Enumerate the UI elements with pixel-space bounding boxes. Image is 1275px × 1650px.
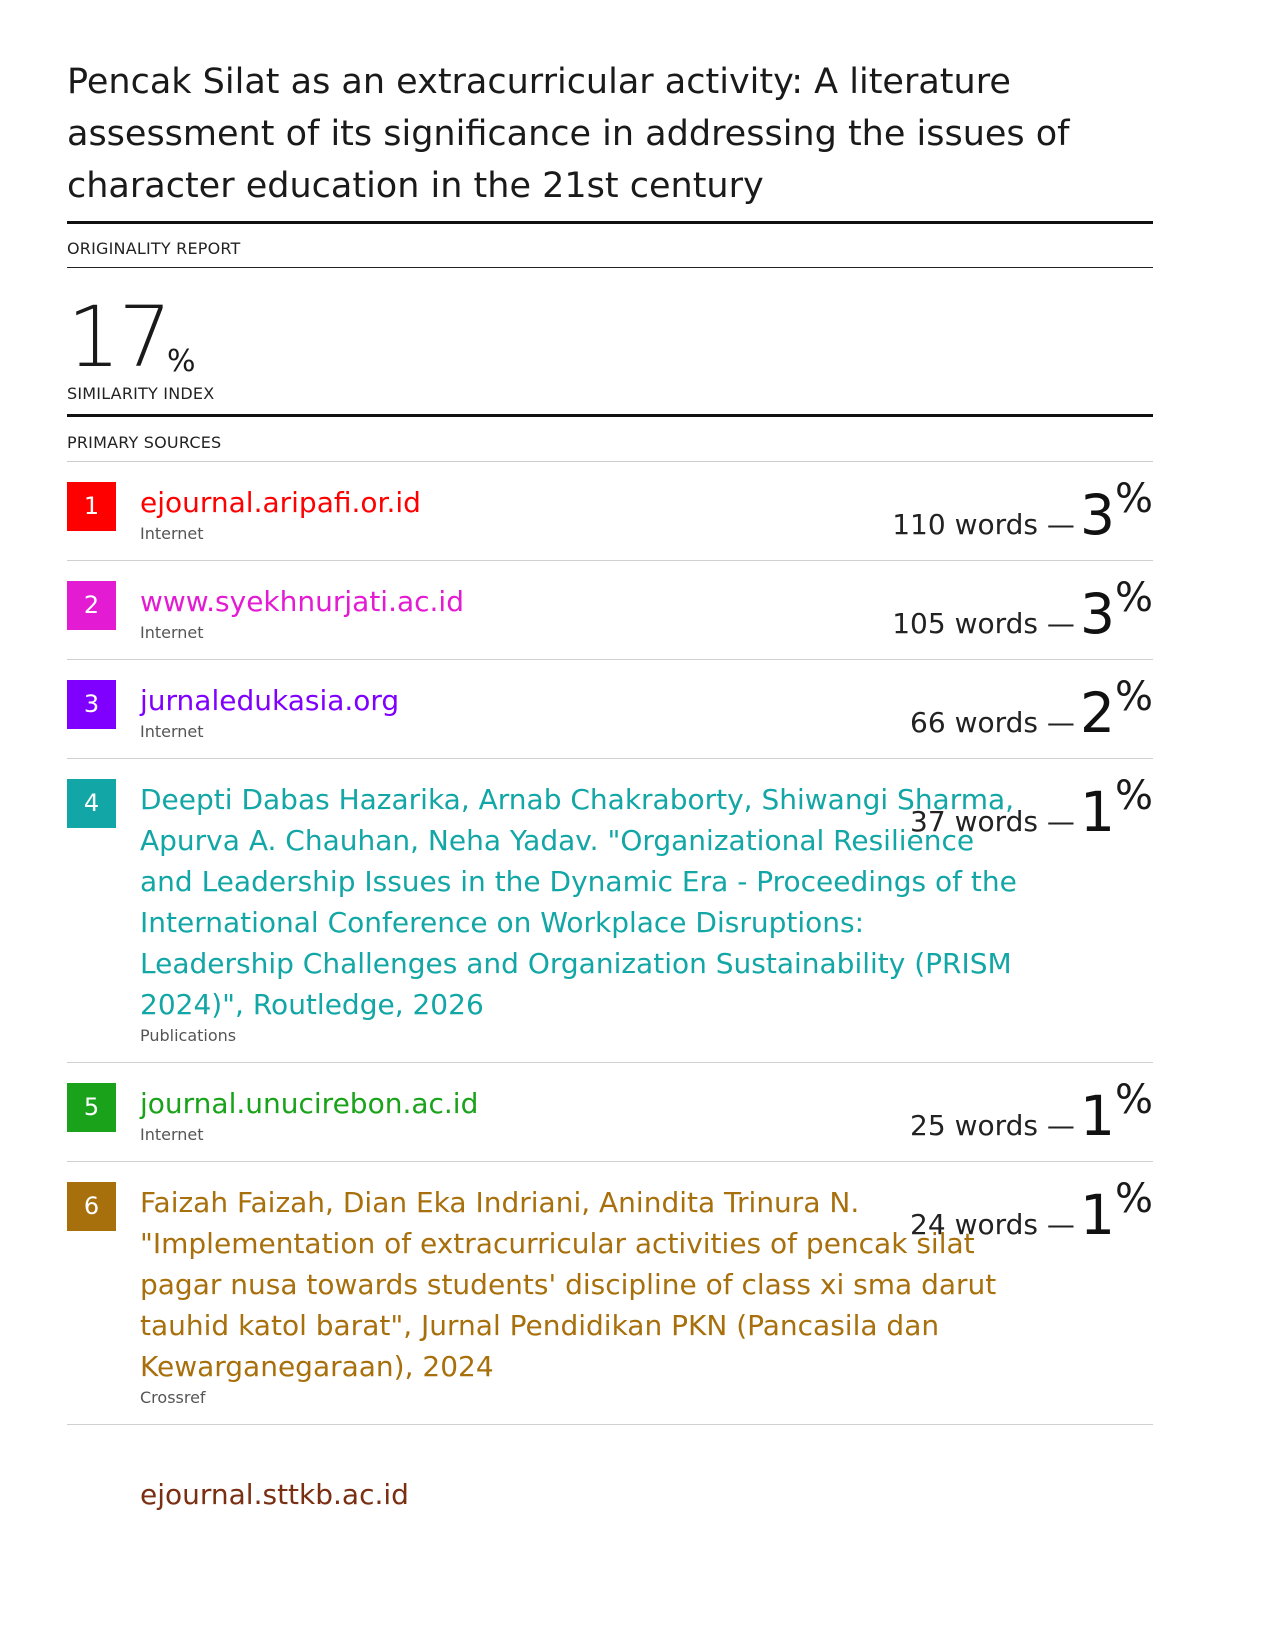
source-type: Internet	[140, 524, 204, 543]
similarity-value: 17	[67, 288, 170, 386]
originality-report	[67, 56, 1153, 1425]
source-word-count: 110 words —	[892, 508, 1075, 541]
source-type: Crossref	[140, 1388, 206, 1407]
source-rank-badge: 1	[67, 482, 116, 531]
source-match	[892, 476, 1153, 545]
sources-list	[67, 462, 1153, 1425]
source-title[interactable]: journal.unucirebon.ac.id	[140, 1087, 479, 1120]
source-type: Internet	[140, 623, 204, 642]
source-type: Internet	[140, 722, 204, 741]
source-title[interactable]: jurnaledukasia.org	[140, 684, 400, 717]
source-word-count: 24 words —	[910, 1208, 1075, 1241]
source-row	[67, 1063, 1153, 1162]
source-row	[67, 1162, 1153, 1425]
source-row	[67, 561, 1153, 660]
originality-report-label: ORIGINALITY REPORT	[67, 224, 1153, 268]
source-word-count: 37 words —	[910, 805, 1075, 838]
source-rank-badge: 6	[67, 1182, 116, 1231]
similarity-unit: %	[167, 344, 196, 379]
next-source-title[interactable]: ejournal.sttkb.ac.id	[140, 1478, 409, 1511]
source-percent-unit: %	[1114, 674, 1153, 720]
primary-sources-label: PRIMARY SOURCES	[67, 417, 1153, 462]
source-percent-unit: %	[1114, 575, 1153, 621]
source-percent: 1	[1079, 1183, 1115, 1247]
source-percent: 1	[1079, 1084, 1115, 1148]
source-rank-badge: 2	[67, 581, 116, 630]
source-row	[67, 660, 1153, 759]
source-word-count: 66 words —	[910, 706, 1075, 739]
source-rank-badge: 4	[67, 779, 116, 828]
source-title[interactable]: www.syekhnurjati.ac.id	[140, 585, 464, 618]
source-type: Publications	[140, 1026, 237, 1045]
similarity-index	[67, 268, 1153, 417]
source-row	[67, 462, 1153, 561]
source-percent-unit: %	[1114, 1077, 1153, 1123]
source-match	[910, 1077, 1153, 1146]
source-match	[892, 575, 1153, 644]
source-percent-unit: %	[1114, 1176, 1153, 1222]
source-word-count: 25 words —	[910, 1109, 1075, 1142]
document-title: Pencak Silat as an extracurricular activity: A literature assessment of its significance in addressing the issues of character education in the 21st century	[67, 56, 1153, 224]
source-type: Internet	[140, 1125, 204, 1144]
source-percent-unit: %	[1114, 476, 1153, 522]
source-rank-badge: 3	[67, 680, 116, 729]
source-percent: 2	[1079, 681, 1115, 745]
source-word-count: 105 words —	[892, 607, 1075, 640]
source-rank-badge: 5	[67, 1083, 116, 1132]
source-match	[910, 674, 1153, 743]
source-match	[910, 1176, 1153, 1245]
source-percent: 1	[1079, 780, 1115, 844]
source-title[interactable]: Faizah Faizah, Dian Eka Indriani, Anindita Trinura N. "Implementation of extracurricular activities of pencak silat pagar nusa towards students' discipline of class xi sma darut tauhid katol barat", Jurnal Pendidikan PKN (Pancasila dan Kewarganegaraan), 2024	[140, 1186, 997, 1383]
source-percent: 3	[1079, 483, 1115, 547]
source-percent-unit: %	[1114, 773, 1153, 819]
source-percent: 3	[1079, 582, 1115, 646]
source-title[interactable]: ejournal.aripafi.or.id	[140, 486, 421, 519]
source-row	[67, 759, 1153, 1063]
similarity-index-label: SIMILARITY INDEX	[67, 384, 215, 403]
source-match	[910, 773, 1153, 842]
source-title[interactable]: Deepti Dabas Hazarika, Arnab Chakraborty, Shiwangi Sharma, Apurva A. Chauhan, Neha Yadav. "Organizational Resilience and Leadership Issues in the Dynamic Era - Proceedings of the International Conference on Workplace Disruptions: Leadership Challenges and Organization Sustainability (PRISM 2024)", Routledge, 2026	[140, 783, 1017, 1021]
